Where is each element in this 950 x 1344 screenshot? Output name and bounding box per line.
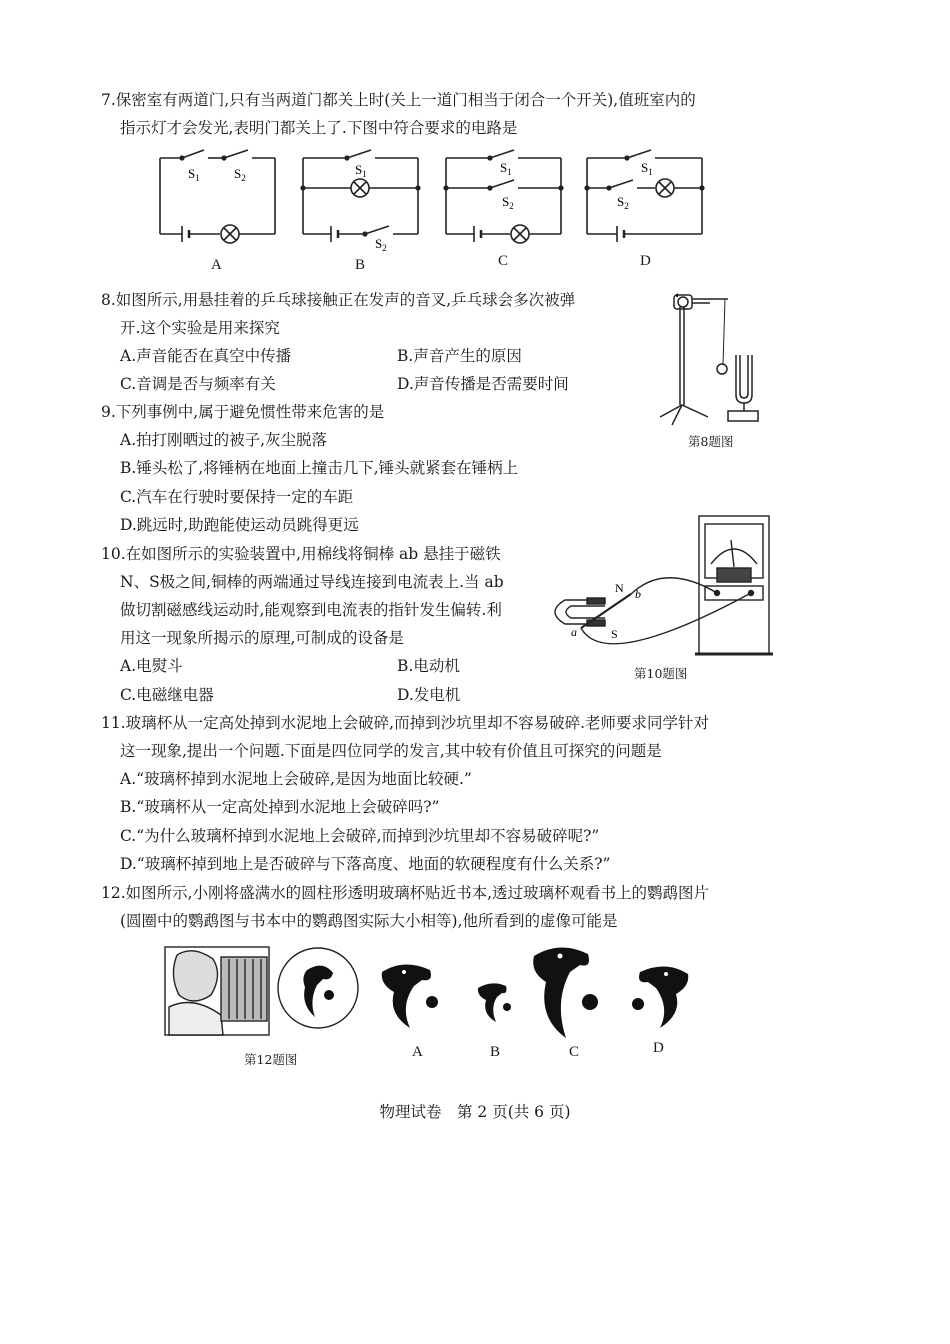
q11-option-b: B.“玻璃杯从一定高处掉到水泥地上会破碎吗?”	[120, 798, 440, 816]
q10-option-d: D.发电机	[397, 686, 461, 704]
parrot-option-b	[474, 980, 514, 1025]
option-label-c: C	[498, 253, 509, 269]
q12-stem-line2: (圆圈中的鹦鹉图与书本中的鹦鹉图实际大小相等),他所看到的虚像可能是	[120, 912, 618, 930]
q10-option-a: A.电熨斗	[120, 657, 183, 675]
q8-option-c: C.音调是否与频率有关	[120, 375, 276, 393]
svg-text:S1: $S_1$	[500, 160, 512, 177]
svg-text:S2: $S_2$	[502, 194, 514, 211]
parrot-option-d	[626, 960, 696, 1030]
q10-stem-line1: 10.在如图所示的实验装置中,用棉线将铜棒 ab 悬挂于磁铁	[101, 545, 501, 563]
q11-stem-line2: 这一现象,提出一个问题.下面是四位同学的发言,其中较有价值且可探究的问题是	[120, 742, 662, 760]
svg-text:S2: $S_2$	[375, 236, 387, 253]
q9-stem: 9.下列事例中,属于避免惯性带来危害的是	[101, 403, 385, 421]
option-label-b: B	[355, 257, 366, 273]
svg-text:S1: $S_1$	[355, 162, 367, 179]
q8-option-a: A.声音能否在真空中传播	[120, 347, 292, 365]
q9-option-c: C.汽车在行驶时要保持一定的车距	[120, 488, 354, 506]
page-footer: 物理试卷 第 2 页(共 6 页)	[379, 1103, 571, 1121]
figure-10-magnet-galvanometer	[545, 512, 775, 662]
q8-option-b: B.声音产生的原因	[397, 347, 522, 365]
q9-option-b: B.锤头松了,将锤柄在地面上撞击几下,锤头就紧套在锤柄上	[120, 459, 519, 477]
label-b: b	[635, 587, 641, 601]
q10-stem-line2: N、S极之间,铜棒的两端通过导线连接到电流表上.当 ab	[120, 573, 504, 591]
label-s2: $S_2$	[234, 166, 246, 183]
svg-text:◐: ◐	[675, 290, 681, 300]
option-label-a: A	[211, 257, 222, 273]
q11-option-d: D.“玻璃杯掉到地上是否破碎与下落高度、地面的软硬程度有什么关系?”	[120, 855, 611, 873]
q10-stem-line4: 用这一现象所揭示的原理,可制成的设备是	[120, 629, 404, 647]
q7-stem-line2: 指示灯才会发光,表明门都关上了.下图中符合要求的电路是	[120, 119, 518, 137]
label-s1: $S_1$	[188, 166, 200, 183]
label-a: a	[571, 625, 577, 639]
q7-stem-line1: 7.保密室有两道门,只有当两道门都关上时(关上一道门相当于闭合一个开关),值班室内的	[101, 91, 696, 109]
q12-option-label-a: A	[412, 1044, 423, 1060]
circuit-diagram-c	[446, 150, 566, 245]
q11-stem-line1: 11.玻璃杯从一定高处掉到水泥地上会破碎,而掉到沙坑里却不容易破碎.老师要求同学针对	[101, 714, 710, 732]
q10-stem-line3: 做切割磁感线运动时,能观察到电流表的指针发生偏转.利	[120, 601, 502, 619]
label-s: S	[611, 627, 618, 641]
q12-stem-line1: 12.如图所示,小刚将盛满水的圆柱形透明玻璃杯贴近书本,透过玻璃杯观看书上的鹦鹉图片	[101, 884, 710, 902]
figure-12-caption: 第12题图	[244, 1052, 298, 1067]
parrot-option-c	[526, 940, 604, 1040]
q12-option-label-b: B	[490, 1044, 501, 1060]
svg-text:S1: $S_1$	[641, 160, 653, 177]
q11-option-c: C.“为什么玻璃杯掉到水泥地上会破碎,而掉到沙坑里却不容易破碎呢?”	[120, 827, 600, 845]
q9-option-a: A.拍打刚晒过的被子,灰尘脱落	[120, 431, 328, 449]
circuit-diagram-a	[160, 150, 280, 245]
circuit-diagram-d	[587, 150, 707, 245]
q8-option-d: D.声音传播是否需要时间	[397, 375, 569, 393]
parrot-option-a	[374, 958, 444, 1030]
q10-option-b: B.电动机	[397, 657, 460, 675]
option-label-d: D	[640, 253, 651, 269]
figure-8-tuning-fork	[650, 285, 760, 430]
q8-stem-line2: 开.这个实验是用来探究	[120, 319, 280, 337]
q10-option-c: C.电磁继电器	[120, 686, 214, 704]
figure-12-boy-with-glass	[163, 945, 363, 1040]
svg-text:S2: $S_2$	[617, 194, 629, 211]
q9-option-d: D.跳远时,助跑能使运动员跳得更远	[120, 516, 359, 534]
q11-option-a: A.“玻璃杯掉到水泥地上会破碎,是因为地面比较硬.”	[120, 770, 472, 788]
figure-10-caption: 第10题图	[634, 666, 688, 681]
q12-option-label-c: C	[569, 1044, 580, 1060]
q8-stem-line1: 8.如图所示,用悬挂着的乒乓球接触正在发声的音叉,乒乓球会多次被弹	[101, 291, 576, 309]
figure-8-caption: 第8题图	[688, 434, 734, 449]
label-n: N	[615, 581, 624, 595]
q12-option-label-d: D	[653, 1040, 664, 1056]
circuit-diagram-b	[303, 150, 423, 253]
